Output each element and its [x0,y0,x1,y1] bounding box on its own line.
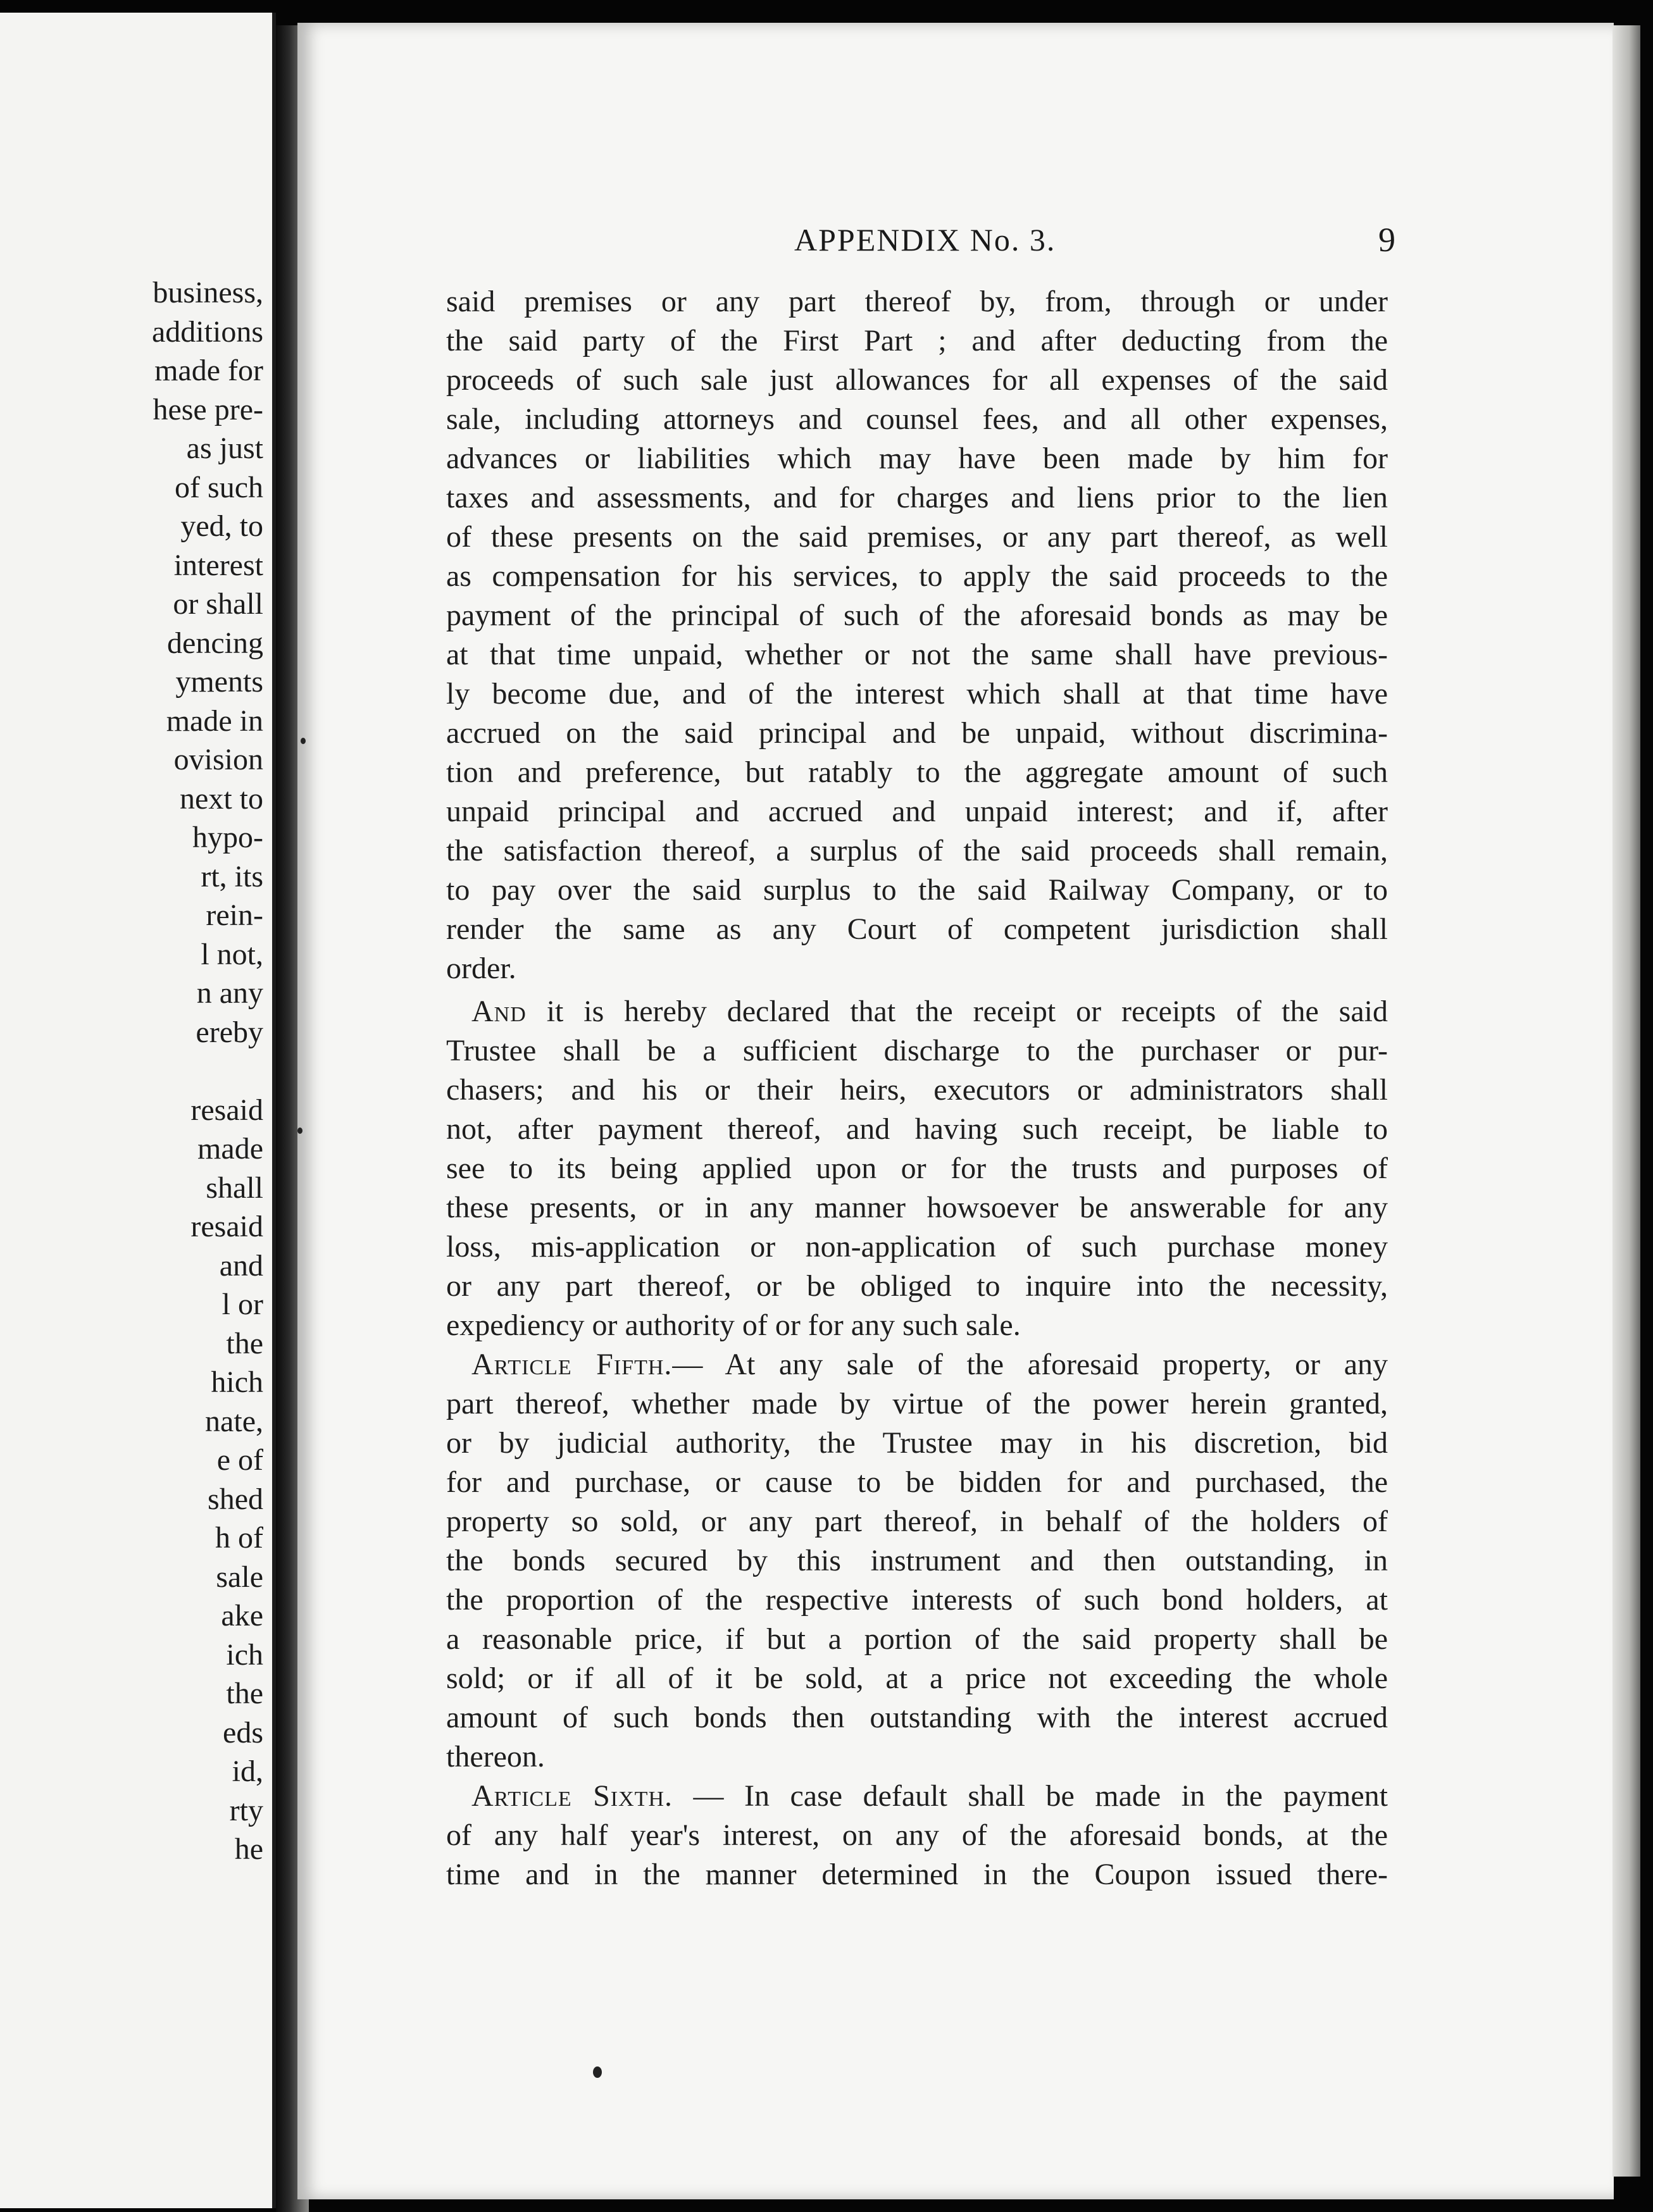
facing-page-line: sale [216,1560,263,1594]
text-line: tion and preference, but ratably to the aggregate amount of such [446,755,1388,789]
facing-page-line: ake [221,1599,263,1632]
facing-page-line [152,1052,263,1091]
paragraph-1 [446,282,1388,988]
facing-page-line: h of [215,1521,263,1555]
text-line: advances or liabilities which may have been made by him for [446,442,1388,475]
facing-page-line: rty [229,1793,263,1827]
paragraph-2 [446,992,1388,1345]
text-line: the said party of the First Part ; and after deducting from the [446,324,1388,357]
text-line: accrued on the said principal and be unpaid, without discrimina- [446,716,1388,750]
facing-page-line: eds [223,1715,263,1749]
facing-page-line: additions [152,314,263,349]
facing-page-line: dencing [167,626,263,660]
facing-page-line: next to [180,781,263,816]
text-line: property so sold, or any part thereof, in behalf of the holders of [446,1505,1388,1538]
text-line: Article Fifth.— At any sale of the aforesaid property, or any [471,1348,1388,1381]
facing-page-line: the [226,1677,263,1710]
text-line: of these presents on the said premises, or any part thereof, as well [446,520,1388,554]
facing-page-line: shed [208,1482,263,1516]
facing-page-line: n any [196,976,263,1010]
facing-page-line: id, [232,1755,263,1788]
facing-page-line: shall [206,1171,263,1205]
facing-page-line: hich [211,1365,263,1399]
text-line: see to its being applied upon or for the trusts and purposes of [446,1152,1388,1185]
facing-page-line: l or [221,1288,263,1321]
text-line: said premises or any part thereof by, from, through or under [446,285,1388,318]
facing-page-line: and [219,1248,263,1283]
text-line: the proportion of the respective interests of such bond holders, at [446,1583,1388,1617]
text-line: Trustee shall be a sufficient discharge to the purchaser or pur- [446,1034,1388,1067]
facing-page-line: yed, to [180,509,263,543]
facing-page-line: interest [173,548,263,582]
facing-page-line: rein- [206,898,263,932]
text-line: order. [446,952,516,985]
text-line: chasers; and his or their heirs, executors or administrators shall [446,1073,1388,1107]
paragraph-lead: And [471,995,527,1028]
text-line: thereon. [446,1740,545,1774]
facing-page-line: ovision [173,743,263,776]
facing-page-line: the [226,1326,263,1360]
article-heading: Article Sixth. [471,1779,673,1813]
text-line: And it is hereby declared that the receipt or receipts of the said [471,995,1388,1028]
facing-page-line: business, [153,276,263,309]
facing-page-line: rt, its [201,859,263,893]
text-line: for and purchase, or cause to be bidden for and purchased, the [446,1465,1388,1499]
page-edge [1612,25,1640,2177]
article-heading: Article Fifth. [471,1348,673,1381]
body-text [446,282,1388,1894]
text-line: part thereof, whether made by virtue of the power herein granted, [446,1387,1388,1420]
facing-page-line: as just [186,432,263,465]
page-number: 9 [1378,221,1395,259]
paragraph-article-sixth [446,1777,1388,1894]
facing-page-line: or shall [173,587,263,621]
text-line: not, after payment thereof, and having such receipt, be liable to [446,1112,1388,1146]
facing-page-line: made in [166,704,263,738]
facing-page-text [152,273,263,1869]
facing-page-line: made for [154,354,263,387]
ink-speck [297,1128,303,1134]
facing-page-line: hese pre- [153,392,263,426]
text-line: a reasonable price, if but a portion of the said property shall be [446,1622,1388,1656]
facing-page-line: made [197,1132,263,1165]
text-line: or any part thereof, or be obliged to inquire into the necessity, [446,1269,1388,1303]
facing-page-line: ich [226,1637,263,1672]
text-line: taxes and assessments, and for charges and liens prior to the lien [446,481,1388,514]
facing-page-line: resaid [190,1210,263,1243]
ink-speck [593,2066,602,2078]
running-head: APPENDIX No. 3. [794,222,1056,258]
text-line: as compensation for his services, to apply the said proceeds to the [446,559,1388,593]
text-line: time and in the manner determined in the Coupon issued there- [446,1858,1388,1891]
facing-page-line: ereby [196,1015,263,1049]
facing-page-line: hypo- [192,821,263,854]
text-line: at that time unpaid, whether or not the same shall have previous- [446,638,1388,671]
facing-page-line: yments [175,665,263,699]
text-line: ly become due, and of the interest which shall at that time have [446,677,1388,711]
text-line: amount of such bonds then outstanding with the interest accrued [446,1701,1388,1734]
text-line: loss, mis-application or non-application of such purchase money [446,1230,1388,1264]
text-line: render the same as any Court of competent jurisdiction shall [446,912,1388,946]
text-line: to pay over the said surplus to the said Railway Company, or to [446,873,1388,907]
text-line: these presents, or in any manner howsoever be answerable for any [446,1191,1388,1224]
text-line: payment of the principal of such of the aforesaid bonds as may be [446,599,1388,632]
text-line: proceeds of such sale just allowances for all expenses of the said [446,363,1388,397]
facing-page-line: of such [175,470,263,504]
text-line: expediency or authority of or for any such sale. [446,1308,1021,1342]
facing-page-line: l not, [201,937,263,971]
text-line: or by judicial authority, the Trustee may in his discretion, bid [446,1426,1388,1460]
text-line: of any half year's interest, on any of the aforesaid bonds, at the [446,1818,1388,1852]
facing-page [0,13,276,2208]
ink-speck [301,738,306,744]
facing-page-line: nate, [205,1404,263,1438]
facing-page-line: he [234,1832,263,1866]
text-line: unpaid principal and accrued and unpaid interest; and if, after [446,795,1388,828]
text-line: Article Sixth. — In case default shall be made in the payment [471,1779,1388,1813]
text-line: the bonds secured by this instrument and then outstanding, in [446,1544,1388,1577]
paragraph-article-fifth [446,1345,1388,1777]
text-line: the satisfaction thereof, a surplus of the said proceeds shall remain, [446,834,1388,867]
facing-page-line: e of [216,1443,263,1477]
text-line: sold; or if all of it be sold, at a price not exceeding the whole [446,1662,1388,1695]
text-line: sale, including attorneys and counsel fees, and all other expenses, [446,402,1388,436]
facing-page-line: resaid [190,1093,263,1127]
